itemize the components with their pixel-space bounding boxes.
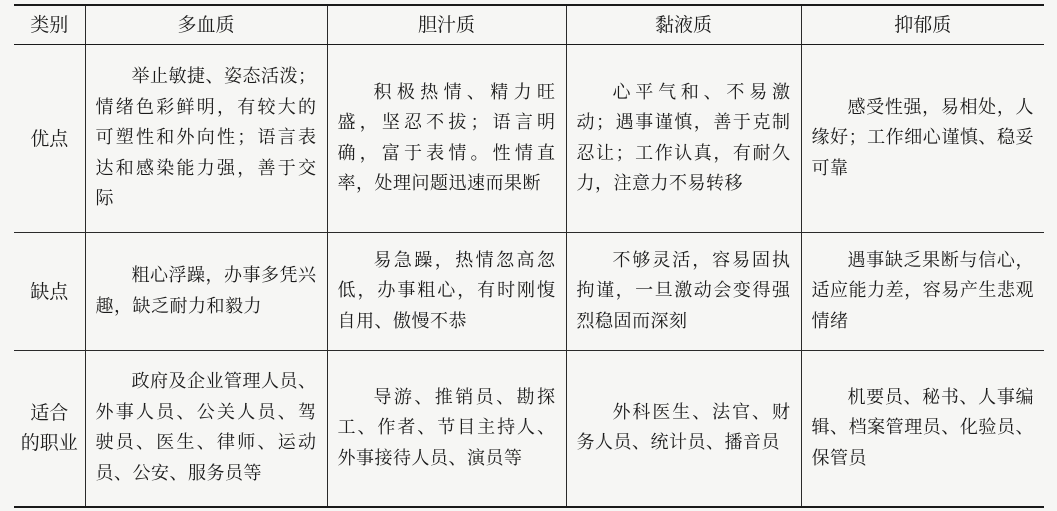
row-label-advantages: 优点 <box>14 45 85 233</box>
cell-jobs-phlegmatic <box>566 351 801 507</box>
header-category: 类别 <box>14 5 85 45</box>
row-label-suitable-jobs <box>14 351 85 507</box>
cell-text: 不够灵活，容易固执拘谨，一旦激动会变得强烈稳固而深刻 <box>576 249 791 332</box>
cell-disadvantages-sanguine <box>85 233 327 351</box>
header-sanguine: 多血质 <box>85 5 327 45</box>
row-label-line2: 的职业 <box>20 432 78 455</box>
cell-text: 心平气和、不易激动；遇事谨慎，善于克制忍让；工作认真，有耐久力，注意力不易转移 <box>576 81 791 194</box>
row-label-line1: 适合 <box>30 402 69 425</box>
row-label-disadvantages: 缺点 <box>14 233 85 351</box>
cell-disadvantages-melancholic <box>801 233 1044 351</box>
cell-advantages-sanguine <box>85 45 327 233</box>
header-choleric: 胆汁质 <box>327 5 566 45</box>
table-header-row <box>14 5 1044 45</box>
table-row-disadvantages <box>14 233 1044 351</box>
temperament-table <box>14 4 1044 508</box>
cell-advantages-melancholic <box>801 45 1044 233</box>
cell-advantages-phlegmatic <box>566 45 801 233</box>
cell-disadvantages-phlegmatic <box>566 233 801 351</box>
temperament-table-container <box>14 4 1044 504</box>
cell-text: 遇事缺乏果断与信心，适应能力差，容易产生悲观情绪 <box>811 249 1034 332</box>
header-melancholic: 抑郁质 <box>801 5 1044 45</box>
cell-jobs-sanguine <box>85 351 327 507</box>
cell-text: 政府及企业管理人员、外事人员、公关人员、驾驶员、医生、律师、运动员、公安、服务员等 <box>95 371 317 484</box>
cell-text: 导游、推销员、勘探工、作者、节目主持人、外事接待人员、演员等 <box>337 386 556 469</box>
cell-jobs-choleric <box>327 351 566 507</box>
cell-text: 机要员、秘书、人事编辑、档案管理员、化验员、保管员 <box>811 386 1034 469</box>
cell-text: 易急躁，热情忽高忽低，办事粗心，有时刚愎自用、傲慢不恭 <box>337 249 556 332</box>
cell-advantages-choleric <box>327 45 566 233</box>
table-row-suitable-jobs <box>14 351 1044 507</box>
cell-jobs-melancholic <box>801 351 1044 507</box>
table-row-advantages <box>14 45 1044 233</box>
cell-text: 举止敏捷、姿态活泼；情绪色彩鲜明，有较大的可塑性和外向性；语言表达和感染能力强，善于交际 <box>95 66 317 210</box>
cell-text: 外科医生、法官、财务人员、统计员、播音员 <box>576 401 791 454</box>
cell-text: 感受性强，易相处，人缘好；工作细心谨慎、稳妥可靠 <box>811 96 1034 179</box>
cell-disadvantages-choleric <box>327 233 566 351</box>
header-phlegmatic: 黏液质 <box>566 5 801 45</box>
cell-text: 粗心浮躁，办事多凭兴趣，缺乏耐力和毅力 <box>95 265 317 317</box>
cell-text: 积极热情、精力旺盛，坚忍不拔；语言明确，富于表情。性情直率，处理问题迅速而果断 <box>337 81 556 194</box>
